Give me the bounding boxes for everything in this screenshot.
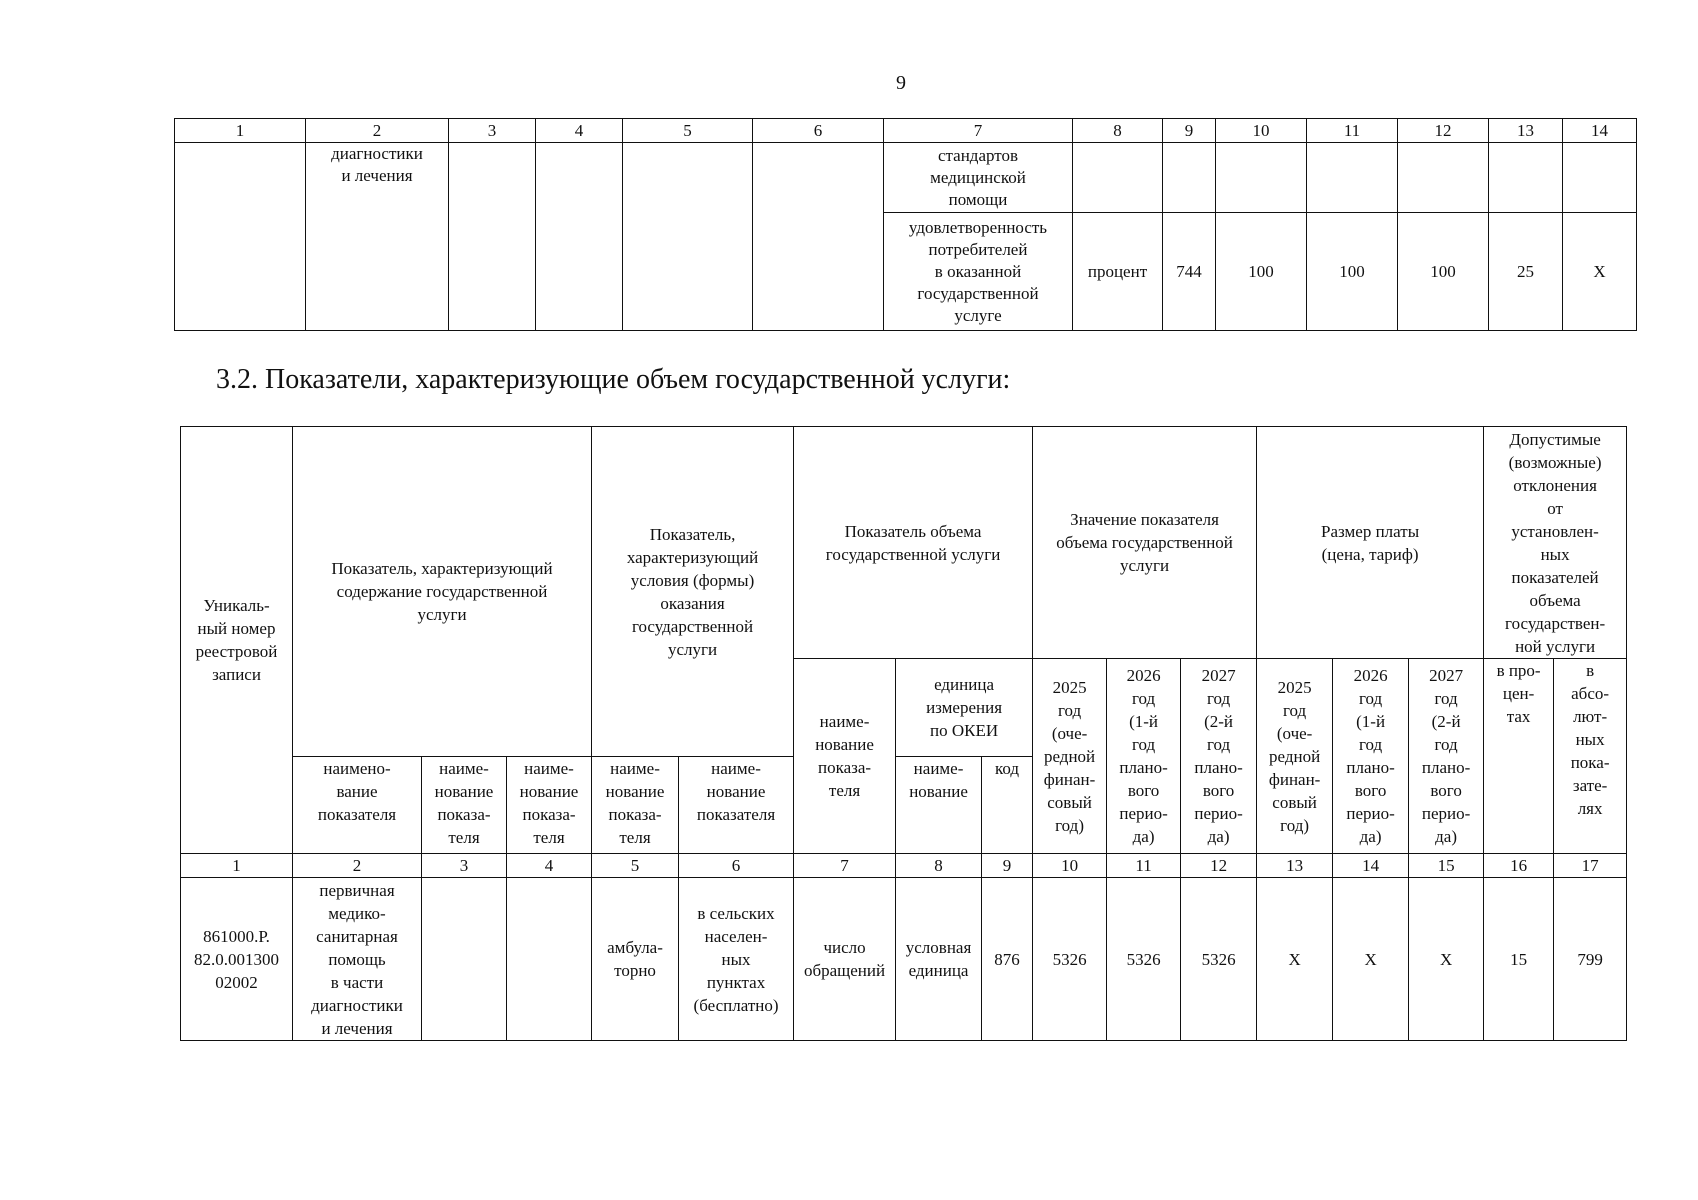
continuation-table	[174, 118, 1637, 331]
table-cell: диагностики и лечения	[306, 143, 449, 331]
header-fee-year-2025: 2025 год (оче- редной финан- совый год)	[1257, 659, 1333, 854]
column-number: 14	[1333, 854, 1409, 878]
table-cell: 5326	[1033, 878, 1107, 1041]
column-number: 13	[1489, 119, 1563, 143]
column-number: 2	[306, 119, 449, 143]
header-fee: Размер платы (цена, тариф)	[1257, 427, 1484, 659]
header-deviations: Допустимые (возможные) отклонения от установлен- ных показателей объема государствен- ной услуги	[1484, 427, 1627, 659]
table-cell: 100	[1398, 213, 1489, 331]
header-conditions-indicator: Показатель, характеризующий условия (формы) оказания государственной услуги	[592, 427, 794, 757]
section-heading: 3.2. Показатели, характеризующие объем государственной услуги:	[216, 364, 1011, 395]
table-cell: 5326	[1107, 878, 1181, 1041]
column-number: 12	[1181, 854, 1257, 878]
table-cell	[1563, 143, 1637, 213]
header-unique-number: Уникаль- ный номер реестровой записи	[181, 427, 293, 854]
column-number: 6	[679, 854, 794, 878]
table-cell	[422, 878, 507, 1041]
table-row	[175, 143, 1637, 213]
column-number: 10	[1033, 854, 1107, 878]
header-in-absolute: в абсо- лют- ных пока- зате- лях	[1554, 659, 1627, 854]
column-number: 8	[1073, 119, 1163, 143]
table-row	[181, 878, 1627, 1041]
table-cell	[753, 143, 884, 331]
table-cell: 25	[1489, 213, 1563, 331]
column-number: 7	[794, 854, 896, 878]
column-number: 13	[1257, 854, 1333, 878]
table-cell: стандартов медицинской помощи	[884, 143, 1073, 213]
page-number: 9	[896, 72, 906, 94]
column-number: 16	[1484, 854, 1554, 878]
header-fee-year-2027: 2027 год (2-й год плано- вого перио- да)	[1409, 659, 1484, 854]
column-number: 11	[1307, 119, 1398, 143]
column-number: 7	[884, 119, 1073, 143]
header-unit-code: код	[982, 757, 1033, 854]
table-cell: 744	[1163, 213, 1216, 331]
table-cell: 15	[1484, 878, 1554, 1041]
column-number: 11	[1107, 854, 1181, 878]
column-number: 15	[1409, 854, 1484, 878]
column-number: 9	[1163, 119, 1216, 143]
header-sub-indicator-name: наиме- нование показа- теля	[422, 757, 507, 854]
header-unit-name: наиме- нование	[896, 757, 982, 854]
table-cell: условная единица	[896, 878, 982, 1041]
column-number: 4	[507, 854, 592, 878]
table-cell: 100	[1307, 213, 1398, 331]
table-cell	[623, 143, 753, 331]
table-cell: X	[1333, 878, 1409, 1041]
column-number: 6	[753, 119, 884, 143]
header-unit-okei: единица измерения по ОКЕИ	[896, 659, 1033, 757]
table-cell: X	[1409, 878, 1484, 1041]
column-number: 5	[592, 854, 679, 878]
table-cell	[1489, 143, 1563, 213]
table-cell: 100	[1216, 213, 1307, 331]
column-number: 1	[175, 119, 306, 143]
column-number: 3	[449, 119, 536, 143]
table-cell: X	[1563, 213, 1637, 331]
column-number: 8	[896, 854, 982, 878]
column-number: 4	[536, 119, 623, 143]
table-cell: 799	[1554, 878, 1627, 1041]
table-cell: число обращений	[794, 878, 896, 1041]
table-cell: первичная медико- санитарная помощь в части диагностики и лечения	[293, 878, 422, 1041]
table-cell	[175, 143, 306, 331]
header-year-2027: 2027 год (2-й год плано- вого перио- да)	[1181, 659, 1257, 854]
header-in-percent: в про- цен- тах	[1484, 659, 1554, 854]
column-number-row	[181, 854, 1627, 878]
table-cell	[507, 878, 592, 1041]
column-number: 9	[982, 854, 1033, 878]
table-cell: 5326	[1181, 878, 1257, 1041]
header-year-2025: 2025 год (оче- редной финан- совый год)	[1033, 659, 1107, 854]
header-indicator-name: наиме- нование показа- теля	[794, 659, 896, 854]
table-cell: в сельских населен- ных пунктах (бесплатно)	[679, 878, 794, 1041]
header-sub-indicator-name: наиме- нование показа- теля	[507, 757, 592, 854]
header-volume-value: Значение показателя объема государственной услуги	[1033, 427, 1257, 659]
volume-indicators-table	[180, 426, 1627, 1041]
header-row	[181, 427, 1627, 659]
column-number: 5	[623, 119, 753, 143]
table-cell: процент	[1073, 213, 1163, 331]
header-fee-year-2026: 2026 год (1-й год плано- вого перио- да)	[1333, 659, 1409, 854]
header-year-2026: 2026 год (1-й год плано- вого перио- да)	[1107, 659, 1181, 854]
table-cell	[1163, 143, 1216, 213]
column-number-row	[175, 119, 1637, 143]
table-cell	[1398, 143, 1489, 213]
table-cell: амбула- торно	[592, 878, 679, 1041]
column-number: 10	[1216, 119, 1307, 143]
table-cell	[449, 143, 536, 331]
column-number: 1	[181, 854, 293, 878]
table-cell: 876	[982, 878, 1033, 1041]
table-cell	[1216, 143, 1307, 213]
table-cell	[536, 143, 623, 331]
column-number: 12	[1398, 119, 1489, 143]
header-sub-indicator-name: наиме- нование показа- теля	[592, 757, 679, 854]
table-cell: X	[1257, 878, 1333, 1041]
column-number: 2	[293, 854, 422, 878]
header-content-indicator: Показатель, характеризующий содержание государственной услуги	[293, 427, 592, 757]
table-cell	[1307, 143, 1398, 213]
column-number: 3	[422, 854, 507, 878]
header-sub-indicator-name: наиме- нование показателя	[679, 757, 794, 854]
column-number: 14	[1563, 119, 1637, 143]
table-cell: удовлетворенность потребителей в оказанной государственной услуге	[884, 213, 1073, 331]
registry-number: 861000.Р. 82.0.001300 02002	[181, 878, 293, 1041]
header-sub-indicator-name: наимено- вание показателя	[293, 757, 422, 854]
table-cell	[1073, 143, 1163, 213]
header-volume-indicator: Показатель объема государственной услуги	[794, 427, 1033, 659]
column-number: 17	[1554, 854, 1627, 878]
